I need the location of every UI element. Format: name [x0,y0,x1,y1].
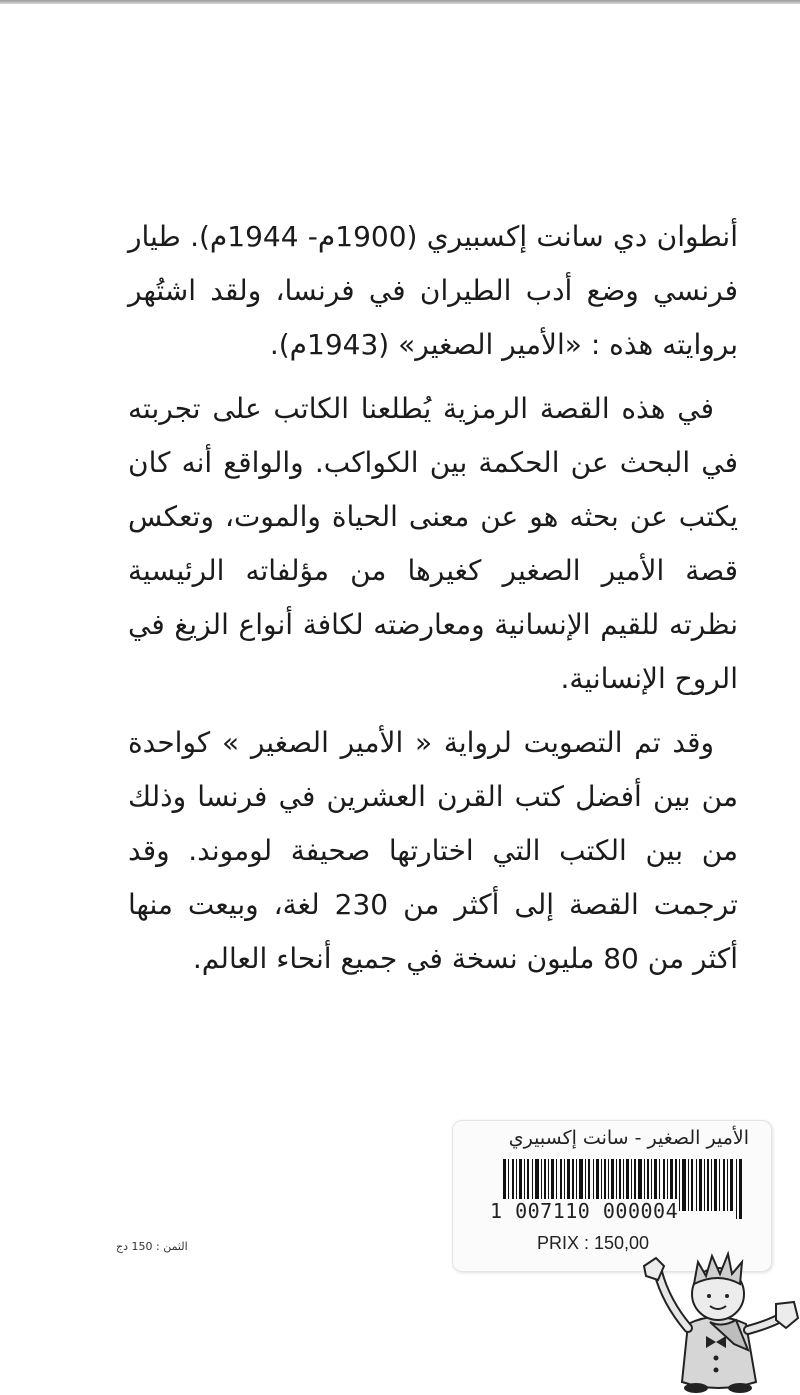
printed-price-note: الثمن : 150 دج [116,1240,188,1253]
paragraph-story-summary: في هذه القصة الرمزية يُطلعنا الكاتب على تجربته في البحث عن الحكمة بين الكواكب. والواقع أنه كان يكتب عن بحثه هو عن معنى الحياة والموت، وتعكس قصة الأمير الصغير كغيرها من مؤلفاته الرئيسية نظرته للقيم الإنسانية ومعارضته لكافة أنواع الزيغ في الروح الإنسانية. [128,392,738,695]
page-top-edge [0,0,800,4]
back-cover-text [128,210,738,996]
barcode-number: 1 007110 000004 [490,1199,679,1223]
little-prince-illustration [636,1232,800,1395]
sticker-price: PRIX : 150,00 [537,1233,650,1253]
sticker-title: الأمير الصغير - سانت إكسبيري [508,1127,749,1149]
paragraph-author-bio: أنطوان دي سانت إكسبيري (1900م- 1944م). طيار فرنسي وضع أدب الطيران في فرنسا، ولقد اشتُهر بروايته هذه : «الأمير الصغير» (1943م). [128,220,739,361]
paragraph-acclaim: وقد تم التصويت لرواية « الأمير الصغير » كواحدة من بين أفضل كتب القرن العشرين في فرنسا وذلك من بين الكتب التي اختارتها صحيفة لوموند. وقد ترجمت القصة إلى أكثر من 230 لغة، وبيعت منها أكثر من 80 مليون نسخة في جميع أنحاء العالم. [128,726,738,975]
